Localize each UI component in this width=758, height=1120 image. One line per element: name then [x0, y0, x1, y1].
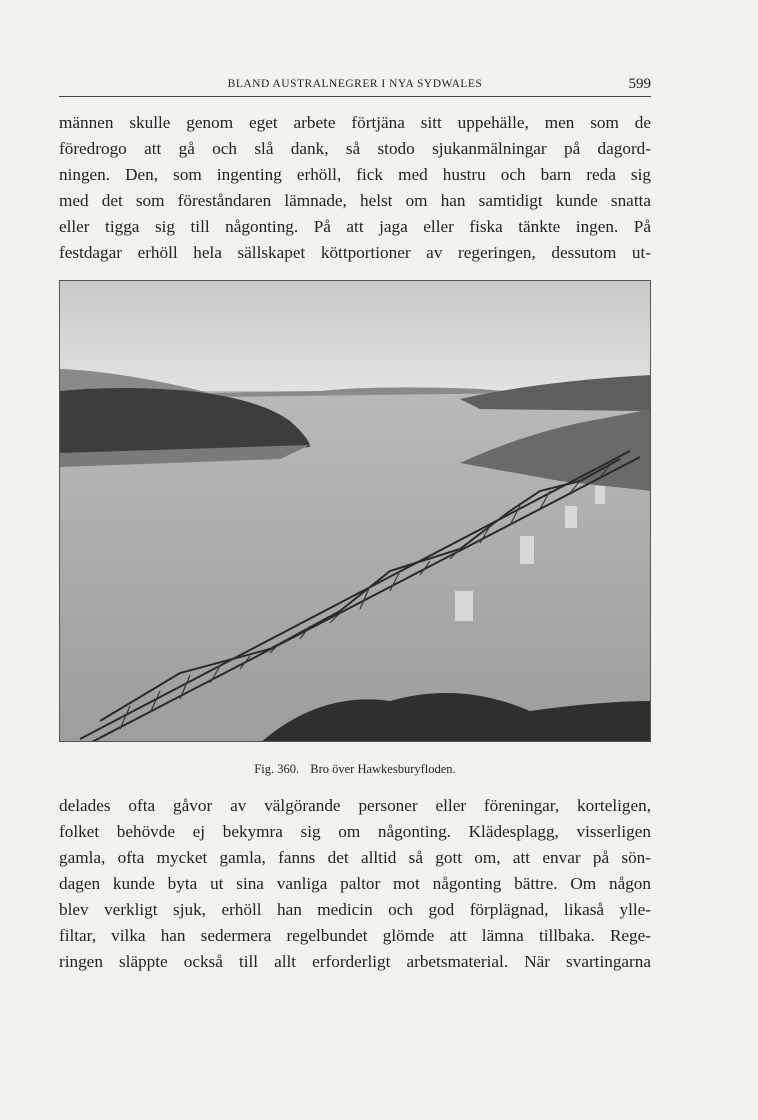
text-line: festdagar erhöll hela sällskapet köttportioner av regeringen, dessutom ut-: [59, 243, 651, 262]
page-number: 599: [628, 76, 651, 92]
text-line: folket behövde ej bekymra sig om någonting. Klädesplagg, visserligen: [59, 822, 651, 841]
text-line: dagen kunde byta ut sina vanliga paltor mot någonting bättre. Om någon: [59, 874, 651, 893]
text-line: blev verkligt sjuk, erhöll han medicin och god förplägnad, likaså ylle-: [59, 900, 651, 919]
figure-label: Fig. 360.: [254, 762, 300, 776]
text-line: gamla, ofta mycket gamla, fanns det alltid så gott om, att envar på sön-: [59, 848, 651, 867]
text-line: filtar, vilka han sedermera regelbundet glömde att lämna tillbaka. Rege-: [59, 926, 651, 945]
text-line: föredrogo att gå och slå dank, så stodo sjukanmälningar på dagord-: [59, 139, 651, 158]
text-line: delades ofta gåvor av välgörande personer eller föreningar, korteligen,: [59, 796, 651, 815]
text-line: ningen. Den, som ingenting erhöll, fick med hustru och barn reda sig: [59, 165, 651, 184]
page-header: [59, 76, 651, 94]
text-line: med det som föreståndaren lämnade, helst om han samtidigt kunde snatta: [59, 191, 651, 210]
text-line: ringen släppte också till allt erforderligt arbetsmaterial. När svartingarna: [59, 952, 651, 971]
text-line: eller tigga sig till någonting. På att jaga eller fiska tänkte ingen. På: [59, 217, 651, 236]
text-line: männen skulle genom eget arbete förtjäna sitt uppehälle, men som de: [59, 113, 651, 132]
bridge-photograph: [59, 280, 651, 742]
figure-caption-text: Bro över Hawkesburyfloden.: [310, 762, 456, 776]
figure-caption: [59, 762, 651, 777]
header-rule: [59, 96, 651, 97]
running-title: BLAND AUSTRALNEGRER I NYA SYDWALES: [227, 78, 483, 90]
